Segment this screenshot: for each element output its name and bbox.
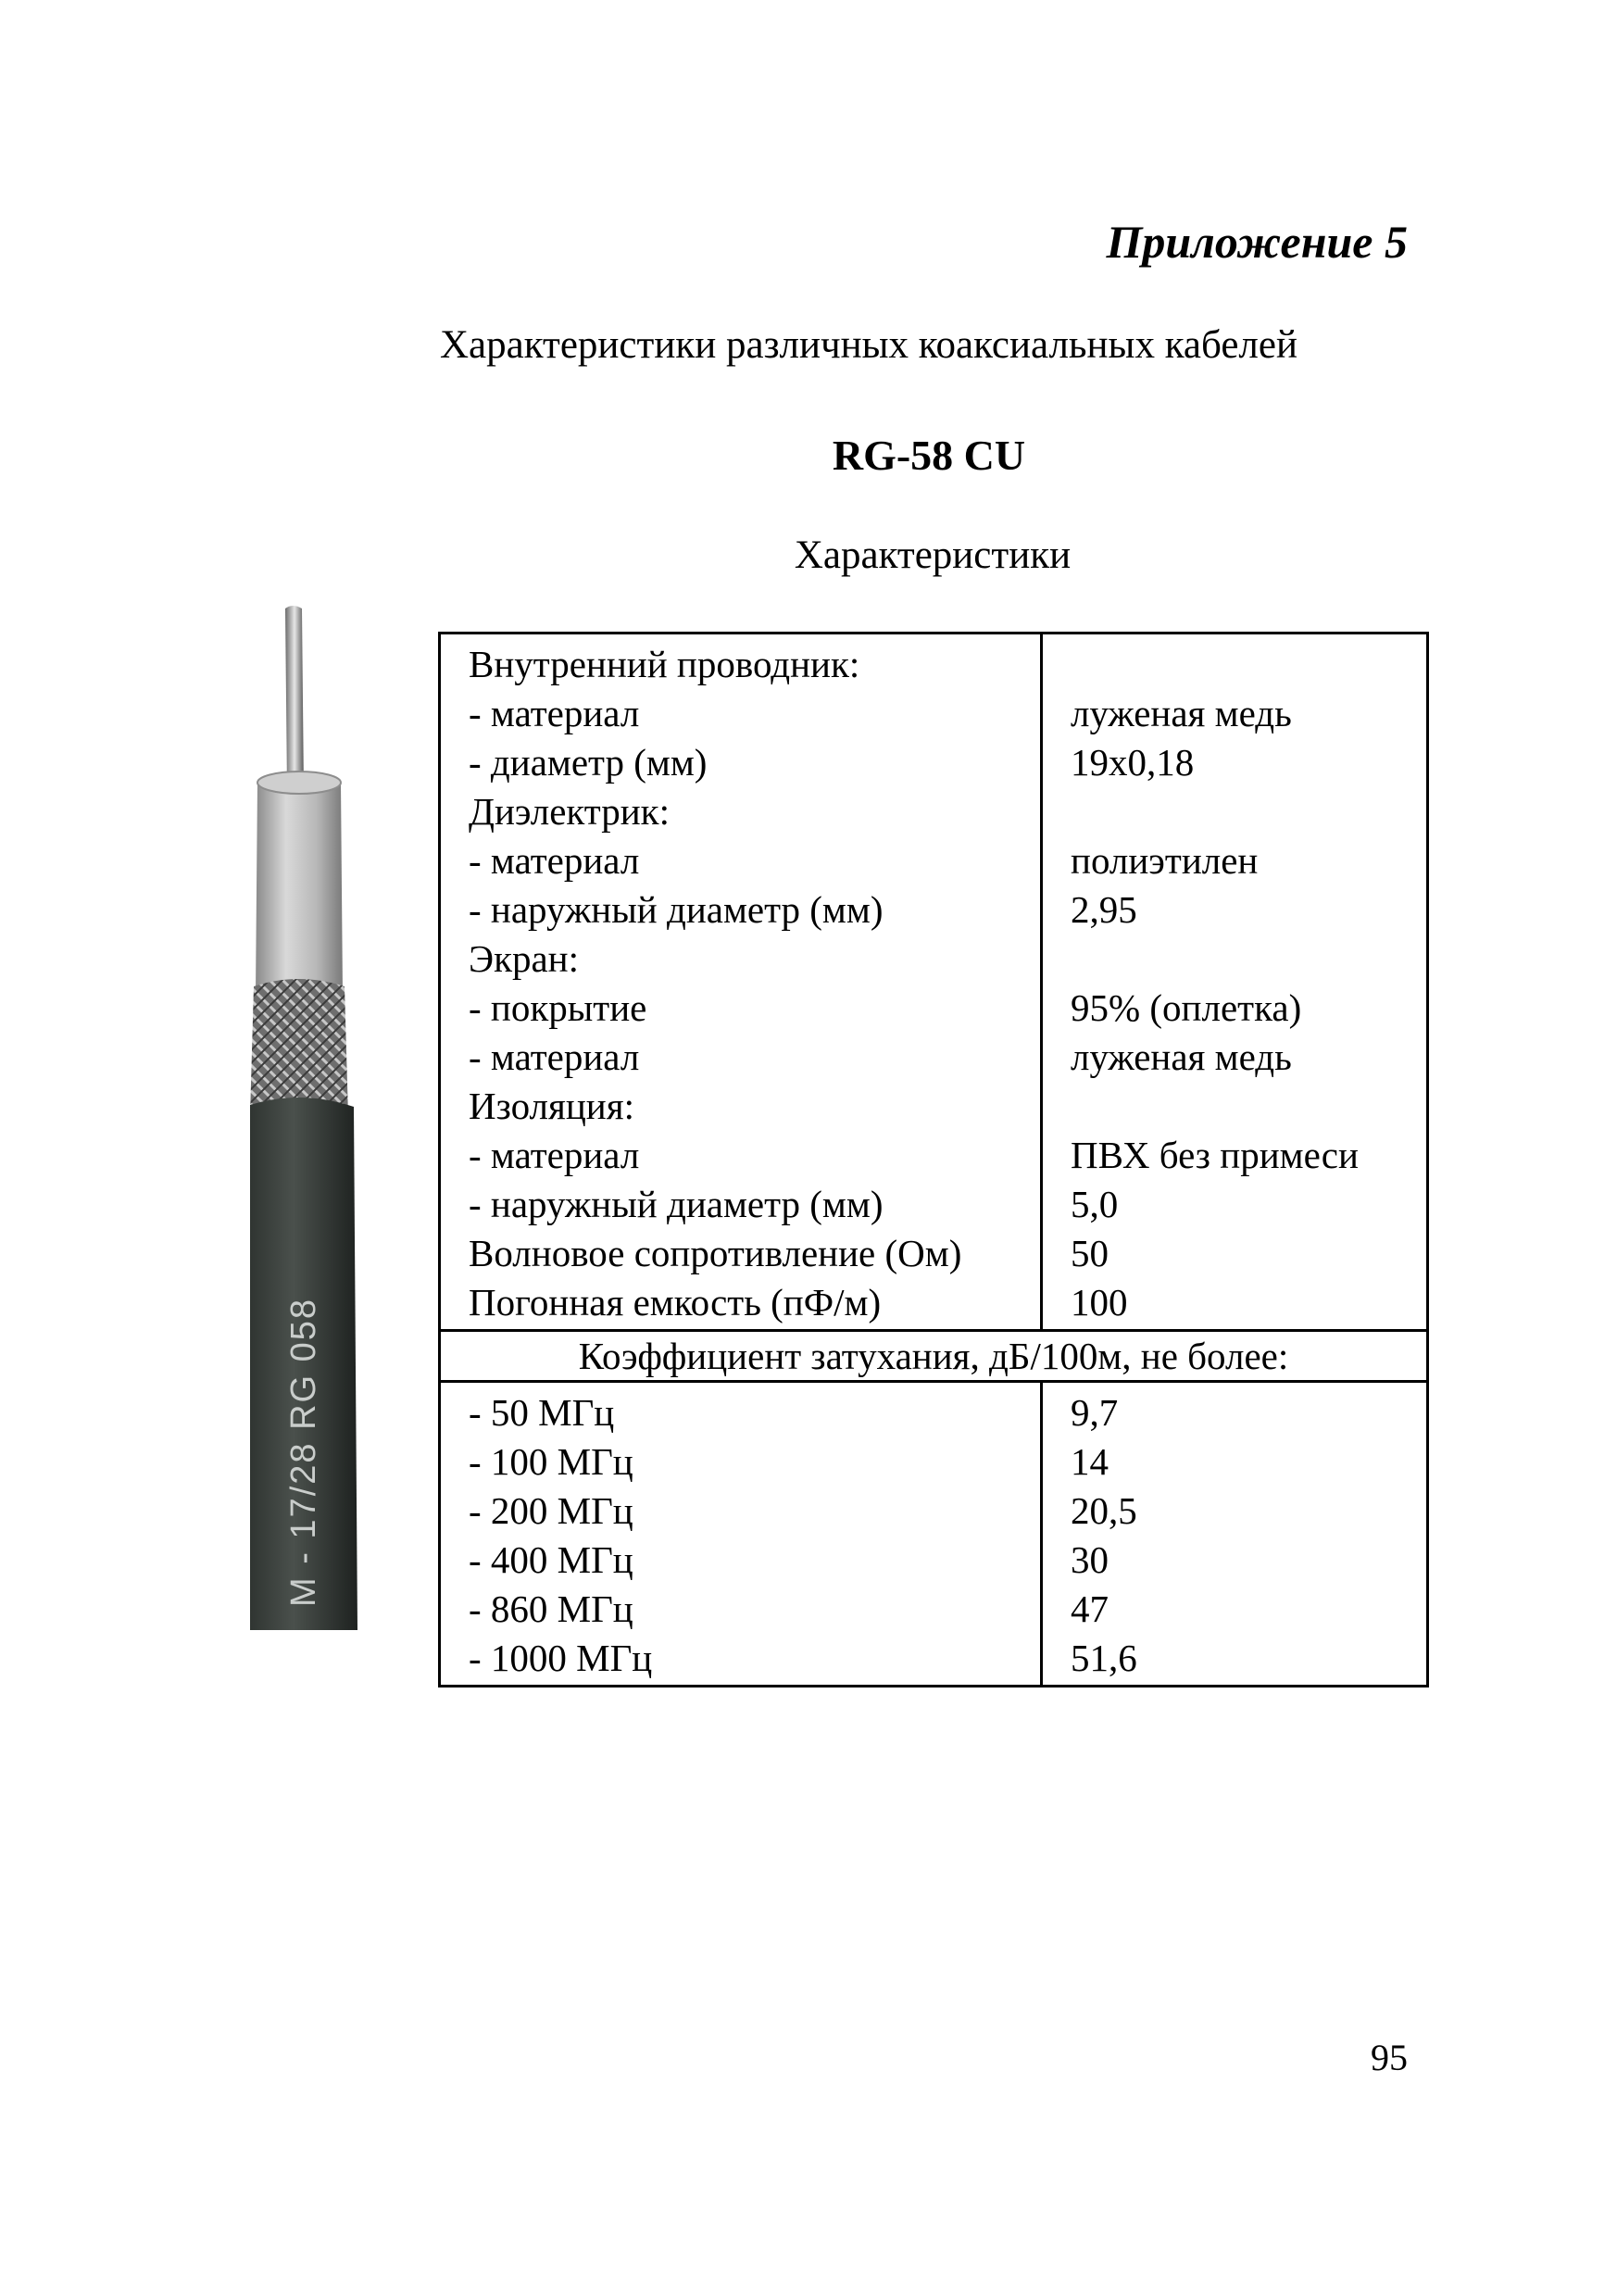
parameter-value: 20,5 (1071, 1489, 1137, 1532)
parameter-label: - 400 МГц (469, 1538, 633, 1581)
frequency-column (440, 1382, 1042, 1687)
parameter-label: - наружный диаметр (мм) (469, 888, 884, 931)
parameter-value: луженая медь (1071, 692, 1292, 734)
cable-print-text: M - 17/28 RG 058 (284, 1297, 323, 1607)
page-number: 95 (1371, 2037, 1408, 2078)
specifications-table (438, 632, 1429, 1687)
general-specs-row (440, 634, 1428, 1331)
braided-shield (250, 979, 348, 1116)
document-heading: Характеристики различных коаксиальных кабелей (440, 323, 1297, 367)
parameter-label: Волновое сопротивление (Ом) (469, 1232, 962, 1274)
parameter-label: - 50 МГц (469, 1391, 615, 1434)
parameter-value (1071, 935, 1426, 984)
parameter-value: 5,0 (1071, 1183, 1119, 1225)
attenuation-header-row (440, 1331, 1428, 1382)
parameter-label: - 1000 МГц (469, 1637, 653, 1679)
parameter-value: 51,6 (1071, 1637, 1137, 1679)
parameter-value: 95% (оплетка) (1071, 986, 1302, 1029)
parameter-value: 100 (1071, 1281, 1128, 1324)
dielectric (256, 773, 343, 996)
attenuation-specs-row (440, 1382, 1428, 1687)
coaxial-cable-image (250, 597, 398, 1630)
parameter-column (440, 634, 1042, 1331)
parameter-label: - материал (469, 1035, 640, 1078)
parameter-value: ПВХ без примеси (1071, 1134, 1359, 1176)
parameter-label: Экран: (469, 937, 580, 980)
parameter-label: - диаметр (мм) (469, 741, 708, 784)
appendix-title: Приложение 5 (1106, 216, 1408, 268)
parameter-label: - наружный диаметр (мм) (469, 1183, 884, 1225)
attenuation-header: Коэффициент затухания, дБ/100м, не более: (440, 1331, 1428, 1382)
parameter-value (1071, 1082, 1426, 1131)
center-conductor (285, 606, 304, 792)
parameter-label: Изоляция: (469, 1085, 634, 1127)
parameter-value: 50 (1071, 1232, 1109, 1274)
parameter-value: 30 (1071, 1538, 1109, 1581)
parameter-label: - 200 МГц (469, 1489, 633, 1532)
parameter-label: - покрытие (469, 986, 647, 1029)
parameter-label: Диэлектрик: (469, 790, 670, 833)
parameter-value (1071, 787, 1426, 836)
parameter-value: луженая медь (1071, 1035, 1292, 1078)
parameter-value: 47 (1071, 1587, 1109, 1630)
parameter-label: - 860 МГц (469, 1587, 633, 1630)
parameter-value: 14 (1071, 1440, 1109, 1483)
parameter-value: 2,95 (1071, 888, 1137, 931)
section-heading: Характеристики (794, 533, 1072, 577)
parameter-value: 9,7 (1071, 1391, 1119, 1434)
value-column (1042, 634, 1428, 1331)
parameter-label: Внутренний проводник: (469, 643, 860, 685)
parameter-label: - материал (469, 1134, 640, 1176)
parameter-label: - 100 МГц (469, 1440, 633, 1483)
parameter-value: 19x0,18 (1071, 741, 1195, 784)
attenuation-value-column (1042, 1382, 1428, 1687)
parameter-label: - материал (469, 839, 640, 882)
parameter-value: полиэтилен (1071, 839, 1259, 882)
parameter-label: - материал (469, 692, 640, 734)
cable-model-title: RG-58 CU (832, 432, 1026, 479)
parameter-label: Погонная емкость (пФ/м) (469, 1281, 882, 1324)
parameter-value (1071, 640, 1426, 689)
